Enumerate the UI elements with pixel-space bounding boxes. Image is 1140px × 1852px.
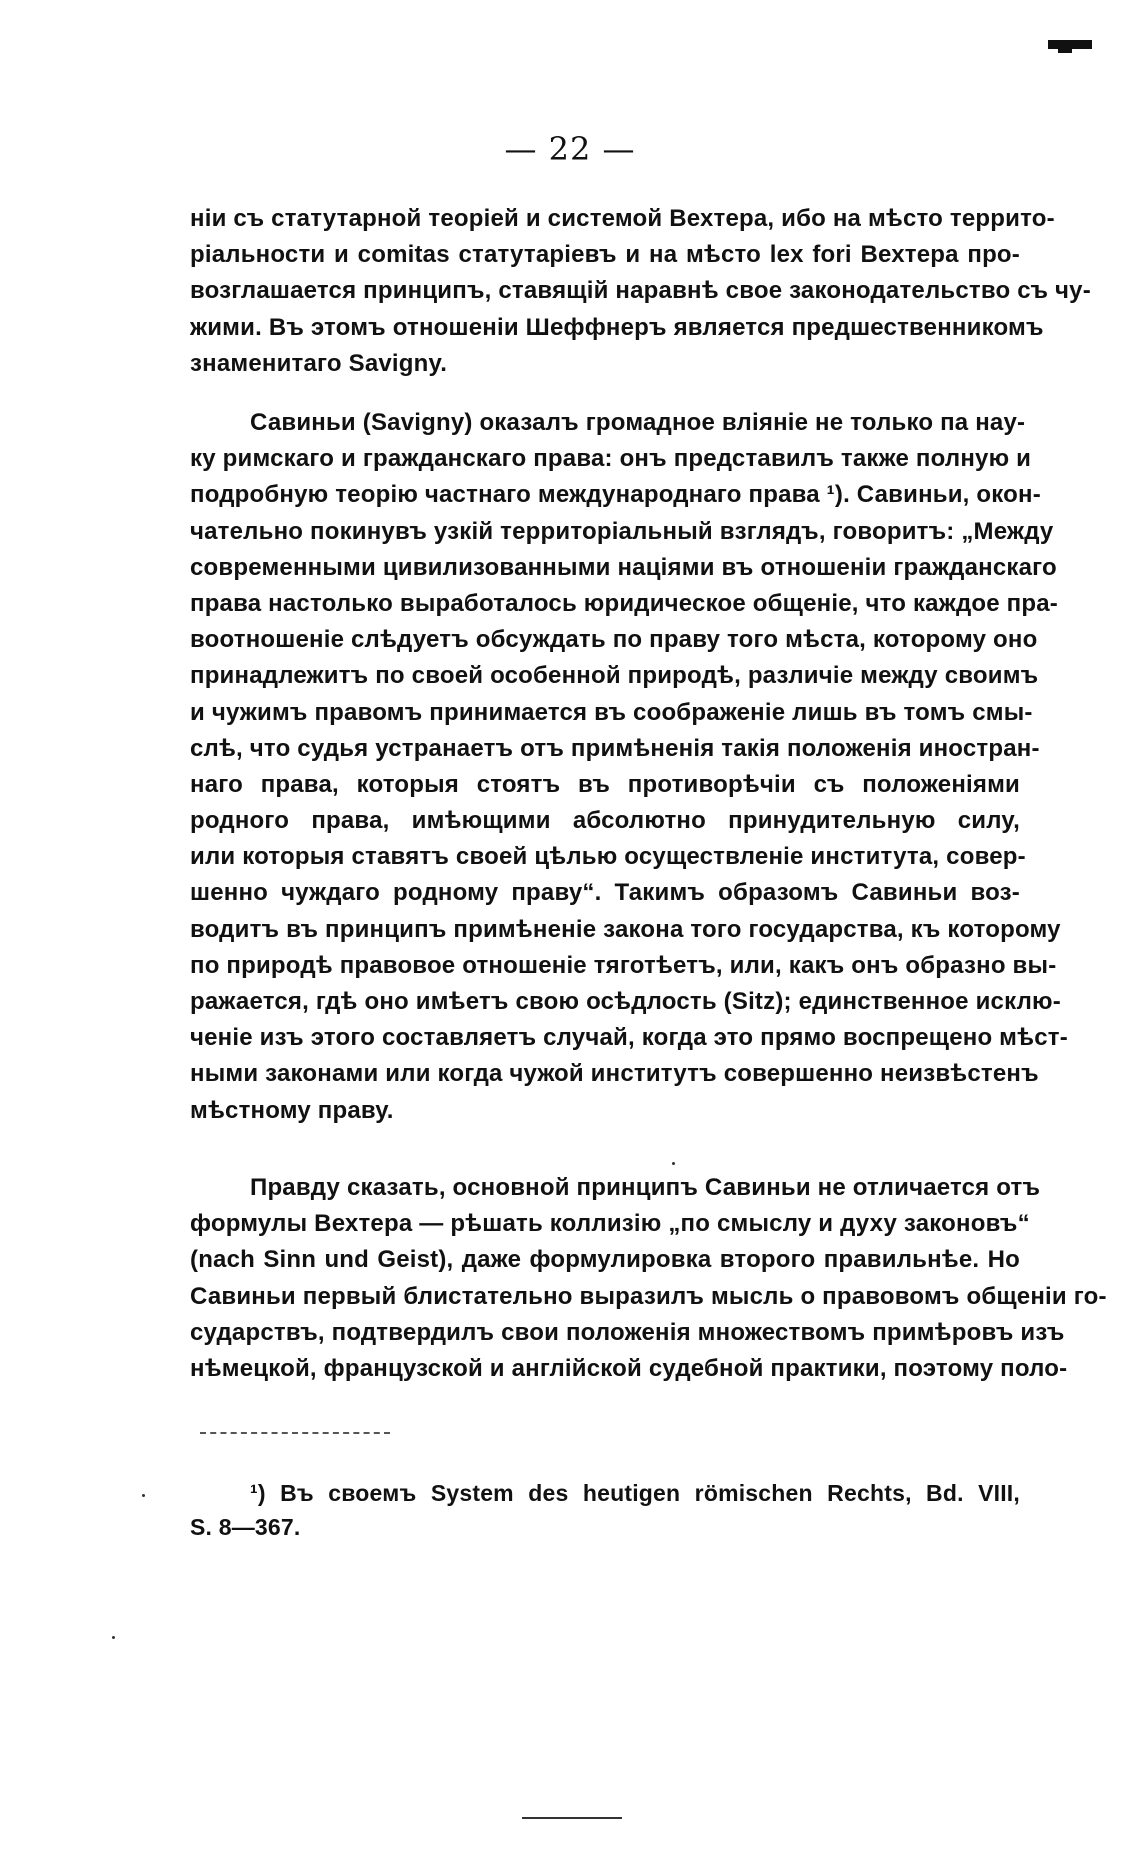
paragraph-1 — [190, 201, 1091, 382]
text-line: и чужимъ правомъ принимается въ соображеніе лишь въ томъ смы- — [190, 698, 1033, 726]
text-line: мѣстному праву. — [190, 1096, 394, 1124]
text-line: ку римскаго и гражданскаго права: онъ представилъ также полную и — [190, 445, 1032, 473]
text-line: Правду сказать, основной принципъ Савиньи не отличается отъ — [250, 1174, 1041, 1201]
text-line: жими. Въ этомъ отношеніи Шеффнеръ является предшественникомъ — [190, 313, 1044, 341]
text-line: современными цивилизованными націями въ отношеніи гражданскаго — [190, 553, 1057, 581]
text-line: Савиньи (Savigny) оказалъ громадное вліяніе не только па нау- — [250, 409, 1026, 436]
text-line: формулы Вехтера — рѣшать коллизію „по смыслу и духу законовъ“ — [190, 1210, 1030, 1238]
text-line: ными законами или когда чужой институтъ совершенно неизвѣстенъ — [190, 1060, 1039, 1088]
text-line: шенно чуждаго родному праву“. Такимъ образомъ Савиньи воз- — [190, 879, 1020, 907]
text-line: знаменитаго Savigny. — [190, 349, 448, 377]
footnote-line: S. 8—367. — [190, 1514, 301, 1540]
text-line: наго права, которыя стоятъ въ противорѣчіи съ положеніями — [190, 770, 1020, 798]
text-line: ражается, гдѣ оно имѣетъ свою осѣдлость (Sitz); единственное исклю- — [190, 988, 1061, 1015]
bottom-rule — [522, 1817, 622, 1819]
footnote-divider — [200, 1432, 390, 1434]
scan-speck — [112, 1636, 115, 1639]
text-line: принадлежитъ по своей особенной природѣ, различіе между своимъ — [190, 662, 1039, 690]
text-line: ріальности и comitas статутаріевъ и на мѣсто lex fori Вехтера про- — [190, 241, 1020, 269]
paragraph-3 — [190, 1170, 1107, 1387]
text-line: ніи съ статутарной теоріей и системой Вехтера, ибо на мѣсто террито- — [190, 205, 1055, 232]
text-line: по природѣ правовое отношеніе тяготѣетъ, или, какъ онъ образно вы- — [190, 951, 1057, 979]
scan-speck — [672, 1162, 675, 1165]
text-line: воотношеніе слѣдуетъ обсуждать по праву того мѣста, которому оно — [190, 626, 1038, 654]
text-line: слѣ, что судья устранаетъ отъ примѣненія такія положенія иностран- — [190, 734, 1040, 762]
text-line: Савиньи первый блистательно выразилъ мысль о правовомъ общеніи го- — [190, 1282, 1107, 1310]
text-line: или которыя ставятъ своей цѣлью осуществленіе института, совер- — [190, 843, 1026, 871]
text-line: сударствъ, подтвердилъ свои положенія множествомъ примѣровъ изъ — [190, 1318, 1065, 1346]
text-line: родного права, имѣющими абсолютно принудительную силу, — [190, 807, 1020, 835]
text-line: права настолько выработалось юридическое общеніе, что каждое пра- — [190, 589, 1058, 617]
text-line: водитъ въ принципъ примѣненіе закона того государства, къ которому — [190, 915, 1061, 943]
text-line: возглашается принципъ, ставящій наравнѣ свое законодательство съ чу- — [190, 277, 1091, 305]
page-number: — 22 — — [504, 130, 636, 168]
scan-speck — [142, 1494, 145, 1497]
paragraph-2 — [190, 405, 1068, 1129]
text-line: ченіе изъ этого составляетъ случай, когда это прямо воспрещено мѣст- — [190, 1024, 1068, 1052]
text-line: подробную теорію частнаго международнаго права ¹). Савиньи, окон- — [190, 481, 1041, 509]
corner-ink-mark — [1048, 38, 1092, 54]
footnote-line: ¹) Въ своемъ System des heutigen römischen Rechts, Bd. VIII, — [250, 1480, 1020, 1506]
text-line: (nach Sinn und Geist), даже формулировка второго правильнѣе. Но — [190, 1246, 1020, 1274]
text-line: чательно покинувъ узкій территоріальный взглядъ, говоритъ: „Между — [190, 517, 1054, 545]
footnote — [190, 1476, 1020, 1544]
text-line: нѣмецкой, французской и англійской судебной практики, поэтому поло- — [190, 1354, 1068, 1382]
